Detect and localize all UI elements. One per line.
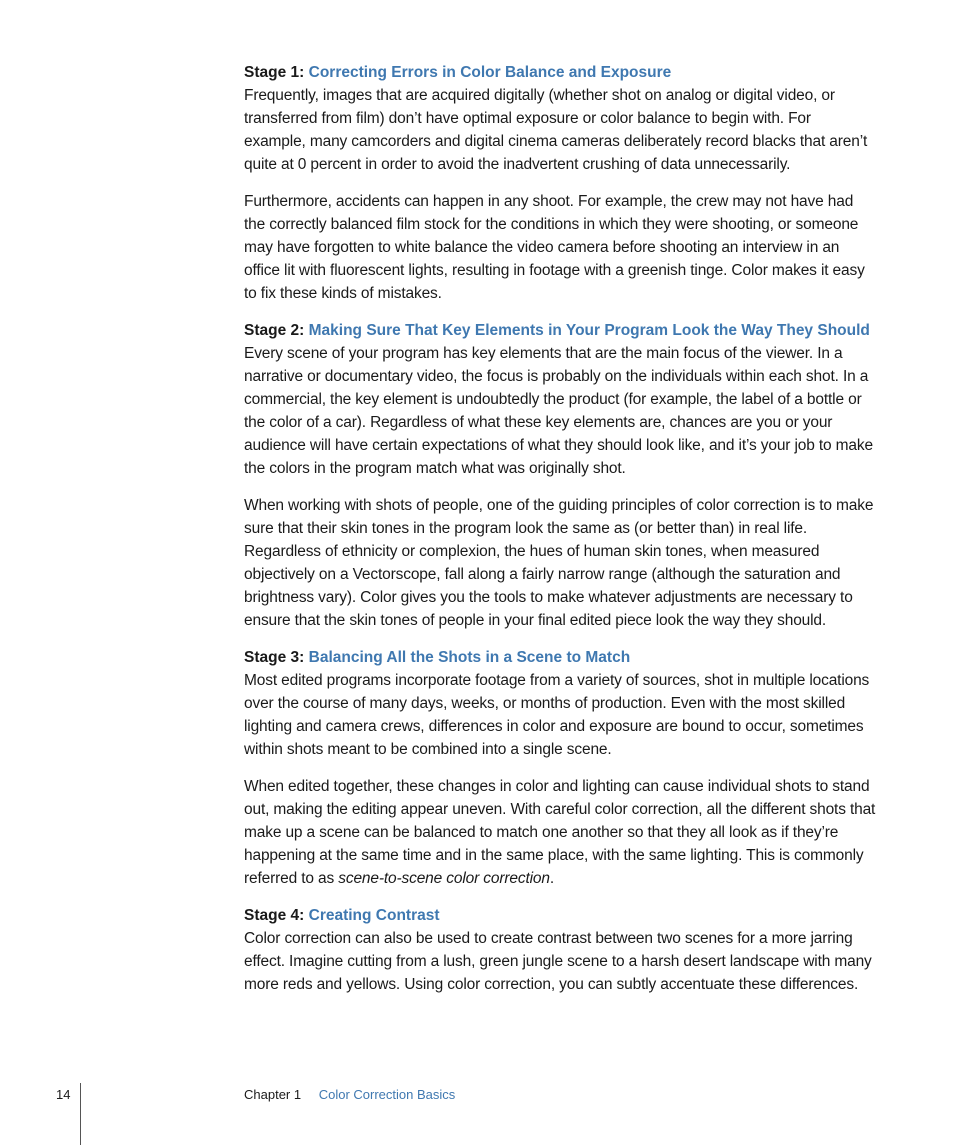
footer-chapter	[244, 1087, 455, 1103]
page-number: 14	[56, 1087, 71, 1102]
stage-1-paragraph: Furthermore, accidents can happen in any shoot. For example, the crew may not have had the correctly balanced film stock for the conditions in which they were shooting, or someone may have forgotten to white balance the video camera before shooting an interview in an office lit with fluorescent lights, resulting in footage with a greenish tinge. Color makes it easy to fix these kinds of mistakes.	[244, 193, 865, 302]
stage-3-title: Balancing All the Shots in a Scene to Match	[308, 649, 631, 666]
stage-2-paragraph: Every scene of your program has key elements that are the main focus of the viewer. In a narrative or documentary video, the focus is probably on the individuals within each shot. In a commercial, the key element is undoubtedly the product (for example, the label of a bottle or the color of a car). Regardless of what these key elements are, chances are you or your audience will have certain expectations of what they should look like, and it’s your job to make the colors in the program match what was originally shot.	[244, 345, 873, 477]
stage-3-paragraph: Most edited programs incorporate footage from a variety of sources, shot in multiple locations over the course of many days, weeks, or months of production. Even with the most skilled lighting and camera crews, differences in color and exposure are bound to occur, sometimes within shots meant to be combined into a single scene.	[244, 672, 870, 758]
stage-2-heading	[244, 319, 876, 342]
page-content	[244, 61, 876, 1010]
stage-3-paragraph	[244, 775, 876, 890]
stage-2-title: Making Sure That Key Elements in Your Program Look the Way They Should	[308, 322, 870, 339]
stage-2-section	[244, 319, 876, 632]
chapter-title: Color Correction Basics	[318, 1087, 456, 1102]
stage-4-label: Stage 4:	[244, 907, 305, 924]
stage-2-paragraph: When working with shots of people, one of the guiding principles of color correction is to make sure that their skin tones in the program look the same as (or better than) in real life. Regardless of ethnicity or complexion, the hues of human skin tones, when measured objectively on a Vectorscope, fall along a fairly narrow range (although the saturation and brightness vary). Color gives you the tools to make whatever adjustments are necessary to ensure that the skin tones of people in your final edited piece look the way they should.	[244, 497, 874, 629]
stage-2-label: Stage 2:	[244, 322, 305, 339]
stage-4-paragraph: Color correction can also be used to create contrast between two scenes for a more jarring effect. Imagine cutting from a lush, green jungle scene to a harsh desert landscape with many more reds and yellows. Using color correction, you can subtly accentuate these differences.	[244, 930, 872, 993]
footer-divider	[80, 1083, 81, 1145]
stage-1-title: Correcting Errors in Color Balance and Exposure	[308, 64, 672, 81]
stage-3-paragraph-end: .	[549, 870, 555, 887]
stage-3-paragraph-text: When edited together, these changes in color and lighting can cause individual shots to stand out, making the editing appear uneven. With careful color correction, all the different shots that make up a scene can be balanced to match one another so that they all look as if they’re happening at the same time and in the same place, with the same lighting. This is commonly referred to as	[244, 778, 876, 887]
stage-1-section	[244, 61, 876, 305]
stage-3-section	[244, 646, 876, 890]
stage-4-title: Creating Contrast	[308, 907, 440, 924]
stage-1-heading	[244, 61, 876, 84]
scene-to-scene-term: scene-to-scene color correction	[338, 870, 550, 887]
stage-4-heading	[244, 904, 876, 927]
chapter-label: Chapter 1	[244, 1087, 302, 1102]
stage-3-heading	[244, 646, 876, 669]
stage-1-label: Stage 1:	[244, 64, 305, 81]
stage-1-paragraph: Frequently, images that are acquired digitally (whether shot on analog or digital video, or transferred from film) don’t have optimal exposure or color balance to begin with. For example, many camcorders and digital cinema cameras deliberately record blacks that aren’t quite at 0 percent in order to avoid the inadvertent crushing of data unnecessarily.	[244, 87, 868, 173]
stage-3-label: Stage 3:	[244, 649, 305, 666]
stage-4-section	[244, 904, 876, 996]
